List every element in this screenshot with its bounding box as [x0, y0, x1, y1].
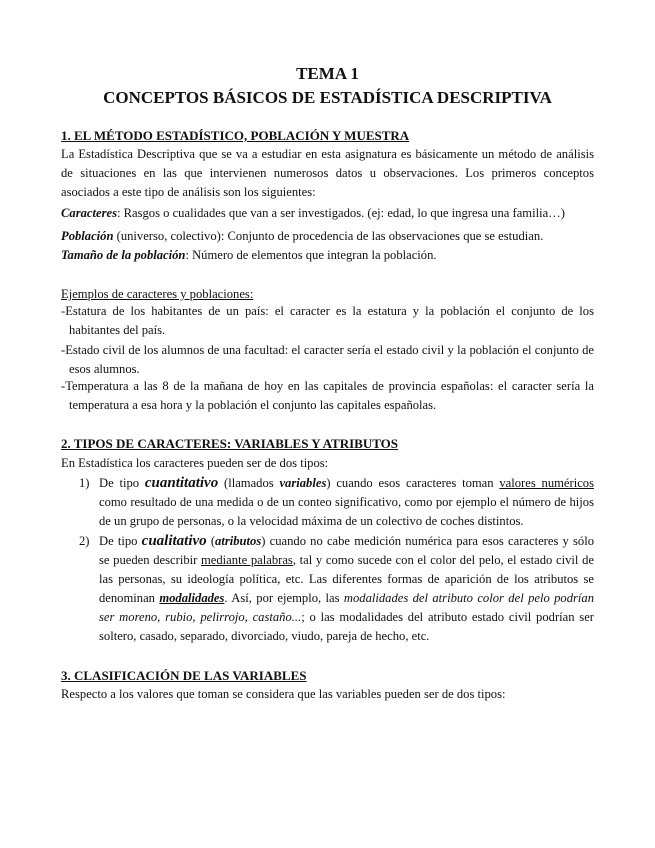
- document-title: TEMA 1: [296, 64, 359, 83]
- text-run: (: [206, 534, 216, 548]
- definition-term: Caracteres: [61, 206, 117, 220]
- section-1-heading: 1. EL MÉTODO ESTADÍSTICO, POBLACIÓN Y MUESTRA: [61, 128, 410, 143]
- definition-poblacion: [61, 227, 543, 246]
- text-run: , tal y como sucede con el color del pelo, el estado civil de las personas, su ideología política, etc. Las diferentes formas de aparición de los atributos se denominan: [99, 553, 594, 605]
- text-run: (llamados: [218, 476, 280, 490]
- term-cualitativo: cualitativo: [141, 533, 207, 549]
- text-run: ; o las modalidades del atributo estado civil podrían ser soltero, casado, separado, divorciado, viudo, pareja de hecho, etc.: [99, 610, 594, 643]
- section-2-intro: En Estadística los caracteres pueden ser de dos tipos:: [61, 456, 329, 470]
- term-atributos: atributos: [215, 534, 262, 548]
- definition-text: : Número de elementos que integran la población.: [185, 248, 437, 262]
- definition-text: (universo, colectivo): Conjunto de procedencia de las observaciones que se estudian.: [113, 229, 544, 243]
- section-2-heading: 2. TIPOS DE CARACTERES: VARIABLES Y ATRIBUTOS: [61, 436, 399, 451]
- example-item: -Temperatura a las 8 de la mañana de hoy en las capitales de provincia españolas: el caracter sería la temperatura a esa hora y la población el conjunto las capitales españolas.: [61, 379, 594, 412]
- definition-tamano: [61, 246, 437, 265]
- list-number: 2): [79, 534, 90, 548]
- section-1-intro: La Estadística Descriptiva que se va a estudiar en esta asignatura es básicamente un método de análisis de situaciones en las que intervienen numerosos datos u observaciones. Los primeros conceptos asociados a este tipo de análisis son los siguientes:: [61, 147, 594, 199]
- text-run: De tipo: [99, 476, 145, 490]
- list-number: 1): [79, 476, 90, 490]
- underlined-phrase: mediante palabras: [201, 553, 293, 567]
- text-run: ) cuando esos caracteres toman: [326, 476, 500, 490]
- definition-caracteres: [61, 204, 565, 223]
- examples-heading: Ejemplos de caracteres y poblaciones:: [61, 287, 254, 301]
- example-item: -Estatura de los habitantes de un país: el caracter es la estatura y la población el conjunto de los habitantes del país.: [61, 304, 594, 337]
- italic-example: modalidades del atributo color del pelo podrían ser moreno, rubio, pelirrojo, castaño...: [99, 591, 595, 624]
- document-subtitle: CONCEPTOS BÁSICOS DE ESTADÍSTICA DESCRIPTIVA: [103, 88, 552, 107]
- term-variables: variables: [279, 476, 327, 490]
- text-run: ) cuando no cabe medición numérica para esos caracteres y sólo se pueden describir: [99, 534, 595, 567]
- section-3-intro: Respecto a los valores que toman se considera que las variables pueden ser de dos tipos:: [61, 687, 506, 701]
- definition-term: Tamaño de la población: [61, 248, 186, 262]
- definition-term: Población: [61, 229, 114, 243]
- term-cuantitativo: cuantitativo: [144, 475, 219, 491]
- section-3-heading: 3. CLASIFICACIÓN DE LAS VARIABLES: [61, 668, 307, 683]
- list-item: [79, 532, 594, 646]
- underlined-phrase: valores numéricos: [499, 476, 594, 490]
- text-run: De tipo: [99, 534, 142, 548]
- definition-text: : Rasgos o cualidades que van a ser investigados. (ej: edad, lo que ingresa una familia…): [116, 206, 565, 220]
- example-item: -Estado civil de los alumnos de una facultad: el caracter sería el estado civil y la población el conjunto de esos alumnos.: [61, 343, 594, 376]
- list-item: [79, 474, 594, 531]
- text-run: como resultado de una medida o de un conteo significativo, como por ejemplo el número de hijos de un grupo de personas, o la velocidad máxima de un colectivo de coches distintos.: [99, 495, 594, 528]
- term-modalidades: modalidades: [159, 591, 225, 605]
- text-run: . Así, por ejemplo, las: [224, 591, 344, 605]
